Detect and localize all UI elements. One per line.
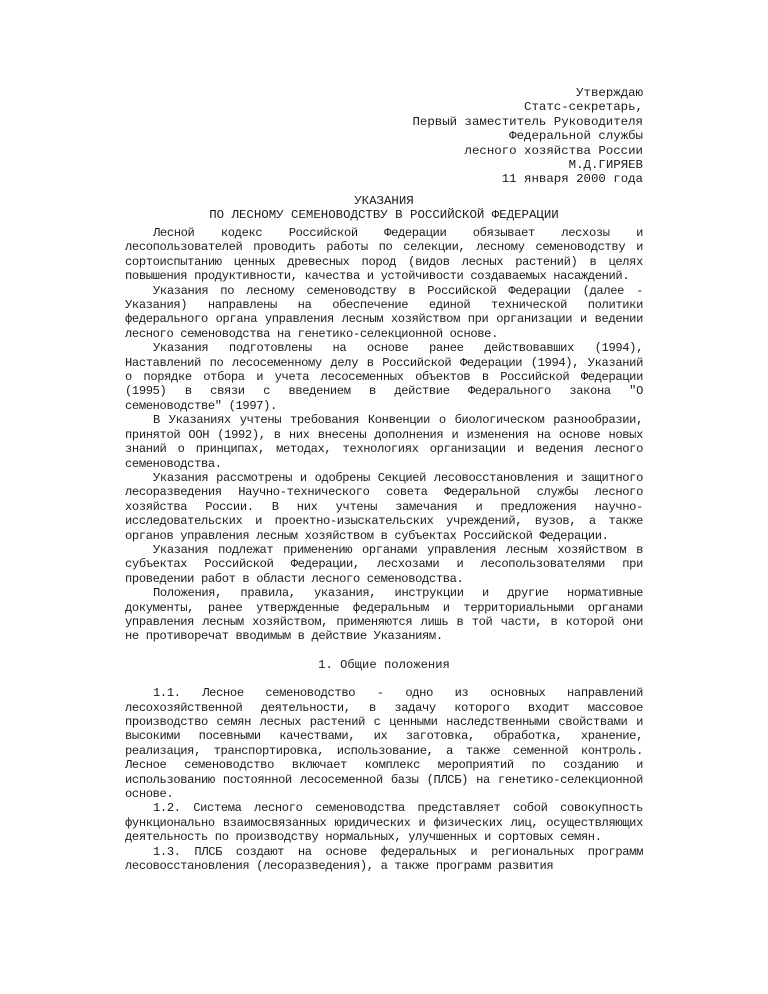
paragraph: 1.1. Лесное семеноводство - одно из основных направлений лесохозяйственной деятельности, в задачу которого входит массовое производство семян лесных растений с ценными наследственными свойствами и высокими посевными качествами, их заготовка, обработка, хранение, реализация, транспортировка, использование, а также семенной контроль. Лесное семеноводство включает комплекс мероприятий по созданию и использованию постоянной лесосеменной базы (ПЛСБ) на генетико-селекционной основе. xyxy=(125,686,643,802)
paragraph: Указания по лесному семеноводству в Российской Федерации (далее - Указания) направлены на обеспечение единой технической политики федерального органа управления лесным хозяйством при организации и ведении лесного семеноводства на генетико-селекционной основе. xyxy=(125,283,643,341)
title-line-1: УКАЗАНИЯ xyxy=(354,194,414,208)
paragraph: Лесной кодекс Российской Федерации обязывает лесхозы и лесопользователей проводить работы по селекции, лесному семеноводству и сортоиспытанию ценных древесных пород (видов лесных растений) в целях повышения продуктивности, качества и устойчивости создаваемых насаждений. xyxy=(125,226,643,284)
approval-line: 11 января 2000 года xyxy=(501,172,643,187)
paragraph: 1.2. Система лесного семеноводства представляет собой совокупность функционально взаимосвязанных юридических и физических лиц, осуществляющих деятельность по производству нормальных, улучшенных и сортовых семян. xyxy=(125,801,643,845)
document-title xyxy=(0,194,768,223)
approval-line: Федеральной службы xyxy=(509,129,643,144)
section-heading: 1. Общие положения xyxy=(318,657,450,672)
paragraph: Указания подготовлены на основе ранее действовавших (1994), Наставлений по лесосеменному делу в Российской Федерации (1994), Указаний о порядке отбора и учета лесосеменных объектов в Российской Федерации (1995) в связи с введением в действие Федерального закона "О семеноводстве" (1997). xyxy=(125,341,643,413)
document-body xyxy=(125,226,643,873)
approval-line: лесного хозяйства России xyxy=(464,143,643,158)
approval-line: Первый заместитель Руководителя xyxy=(412,114,643,129)
paragraph: Указания подлежат применению органами управления лесным хозяйством в субъектах Российской Федерации, лесхозами и лесопользователями при проведении работ в области лесного семеноводства. xyxy=(125,542,643,586)
paragraph: В Указаниях учтены требования Конвенции о биологическом разнообразии, принятой ООН (1992), в них внесены дополнения и изменения на основе новых знаний о принципах, методах, технологиях организации и ведения лесного семеноводства. xyxy=(125,413,643,471)
paragraph: Положения, правила, указания, инструкции и другие нормативные документы, ранее утвержденные федеральным и территориальными органами управления лесным хозяйством, применяются лишь в той части, в которой они не противоречат вводимым в действие Указаниям. xyxy=(125,586,643,644)
paragraph: 1.3. ПЛСБ создают на основе федеральных и региональных программ лесовосстановления (лесоразведения), а также программ развития xyxy=(125,844,643,874)
approval-block xyxy=(412,86,643,187)
approval-line: Утверждаю xyxy=(576,86,643,100)
approval-line: М.Д.ГИРЯЕВ xyxy=(568,158,643,173)
title-line-2: ПО ЛЕСНОМУ СЕМЕНОВОДСТВУ В РОССИЙСКОЙ ФЕДЕРАЦИИ xyxy=(209,208,559,223)
paragraph: Указания рассмотрены и одобрены Секцией лесовосстановления и защитного лесоразведения Научно-технического совета Федеральной службы лесного хозяйства России. В них учтены замечания и предложения научно-исследовательских и проектно-изыскательских учреждений, вузов, а также органов управления лесным хозяйством в субъектах Российской Федерации. xyxy=(125,470,643,543)
approval-line: Статс-секретарь, xyxy=(524,100,643,115)
